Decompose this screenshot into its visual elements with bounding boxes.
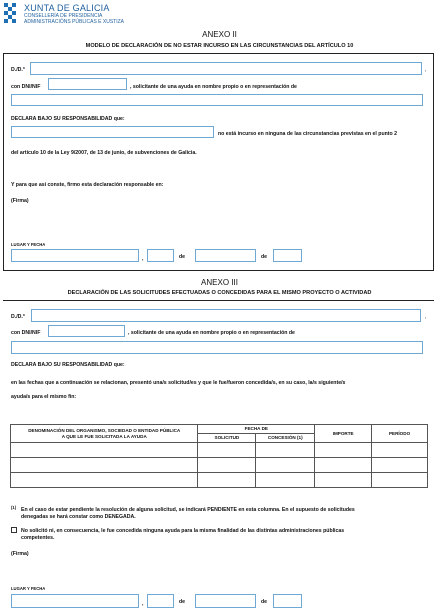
table-row xyxy=(11,443,428,458)
anexo2-comma: , xyxy=(142,256,144,262)
anexo2-not-incurso: no está incurso en ninguna de las circunstancias previstas en el punto 2 xyxy=(218,131,398,137)
anexo2-dni-field[interactable] xyxy=(48,78,127,90)
anexo3-place-field[interactable] xyxy=(11,594,139,608)
anexo3-dni-label: con DNI/NIF xyxy=(11,330,41,336)
anexo3-month-field[interactable] xyxy=(195,594,256,608)
anexo2-dni-suffix: , solicitante de una ayuda en nombre propio o en representación de xyxy=(130,84,297,90)
org-name: XUNTA DE GALICIA xyxy=(24,3,110,13)
col-header-importe: IMPORTE xyxy=(315,425,372,443)
anexo2-representation-field[interactable] xyxy=(11,94,423,106)
dept-line-1: CONSELLERÍA DE PRESIDENCIA xyxy=(24,13,103,19)
anexo3-dni-suffix: , solicitante de una ayuda en nombre propio o en representación de xyxy=(128,330,295,336)
anexo2-title: ANEXO II xyxy=(202,30,237,39)
anexo3-fechas-line-1: en las fechas que a continuación se relacionan, presentó una/s solicitud/es y que le fue/fueron concedida/s, en su caso, la/s siguiente/s xyxy=(11,380,346,386)
col-header-organismo: DENOMINACIÓN DEL ORGANISMO, SOCIEDAD O ENTIDAD PÚBLICA A QUE LE FUE SOLICITADA LA AYUDA xyxy=(11,425,198,443)
anexo2-subtitle: MODELO DE DECLARACIÓN DE NO ESTAR INCURSO EN LAS CIRCUNSTANCIAS DEL ARTÍCULO 10 xyxy=(85,43,354,49)
footnote-mark: (1) xyxy=(11,505,17,510)
anexo3-comma: , xyxy=(142,601,144,607)
anexo3-de-2: de xyxy=(261,599,268,605)
anexo2-month-field[interactable] xyxy=(195,249,256,262)
anexo3-year-field[interactable] xyxy=(273,594,302,608)
solicitudes-table xyxy=(10,424,428,488)
anexo2-de-2: de xyxy=(261,254,268,260)
anexo2-conste-text: Y para que así conste, firmo esta declaración responsable en: xyxy=(11,182,164,188)
anexo3-day-field[interactable] xyxy=(147,594,174,608)
anexo2-place-field[interactable] xyxy=(11,249,139,262)
anexo2-dni-label: con DNI/NIF xyxy=(11,84,41,90)
anexo3-place-date-label: LUGAR Y FECHA xyxy=(11,586,46,591)
anexo3-declare-label: DECLARA BAJO SU RESPONSABILIDAD que: xyxy=(11,362,125,368)
col-header-solicitud: SOLICITUD xyxy=(198,434,256,443)
footnote-line-1: En el caso de estar pendiente la resolución de alguna solicitud, se indicará PENDIENTE en esta columna. En el supuesto de solicitudes xyxy=(21,507,355,513)
anexo2-de-1: de xyxy=(179,254,186,260)
anexo2-article-text: del artículo 10 de la Ley 9/2007, de 13 de junio, de subvenciones de Galicia. xyxy=(11,150,197,156)
anexo2-day-field[interactable] xyxy=(147,249,174,262)
no-solicito-checkbox[interactable] xyxy=(11,527,17,533)
footnote-line-2: denegadas se hará constar como DENEGADA. xyxy=(21,514,136,520)
anexo2-firma-label: (Firma) xyxy=(11,198,29,204)
anexo3-top-rule xyxy=(3,300,434,301)
anexo3-title: ANEXO III xyxy=(201,278,238,287)
anexo2-name-mark: , xyxy=(425,67,427,73)
dept-line-2: ADMINISTRACIÓNS PÚBLICAS E XUSTIZA xyxy=(24,19,125,25)
anexo2-declarant-field[interactable] xyxy=(11,126,214,138)
no-solicito-line-2: competentes. xyxy=(21,535,55,541)
anexo3-name-field[interactable] xyxy=(31,309,421,322)
anexo2-name-field[interactable] xyxy=(30,62,422,75)
col-header-concesion: CONCESIÓN (1) xyxy=(256,434,315,443)
anexo3-representation-field[interactable] xyxy=(11,341,423,354)
table-row xyxy=(11,458,428,473)
anexo2-year-field[interactable] xyxy=(273,249,302,262)
anexo3-subtitle: DECLARACIÓN DE LAS SOLICITUDES EFECTUADAS O CONCEDIDAS PARA EL MISMO PROYECTO O ACTIVIDAD xyxy=(67,290,372,296)
anexo3-name-mark: , xyxy=(425,314,427,320)
col-header-fecha-de: FECHA DE xyxy=(198,425,315,434)
xunta-logo xyxy=(4,3,16,23)
anexo3-name-label: D./D.ª xyxy=(11,314,25,320)
anexo2-declare-label: DECLARA BAJO SU RESPONSABILIDAD que: xyxy=(11,116,125,122)
anexo3-fechas-line-2: ayuda/s para el mismo fin: xyxy=(11,394,77,400)
anexo3-dni-field[interactable] xyxy=(48,325,125,337)
anexo2-place-date-label: LUGAR Y FECHA xyxy=(11,242,46,247)
anexo3-firma-label: (Firma) xyxy=(11,551,29,557)
xunta-emblem-icon xyxy=(4,3,16,23)
anexo2-name-label: D./D.ª xyxy=(11,67,25,73)
table-row xyxy=(11,473,428,488)
no-solicito-line-1: No solicitó ni, en consecuencia, le fue concedida ninguna ayuda para la misma finalidad de las distintas administraciones públicas xyxy=(21,528,345,534)
anexo3-de-1: de xyxy=(179,599,186,605)
col-header-periodo: PERÍODO xyxy=(372,425,428,443)
